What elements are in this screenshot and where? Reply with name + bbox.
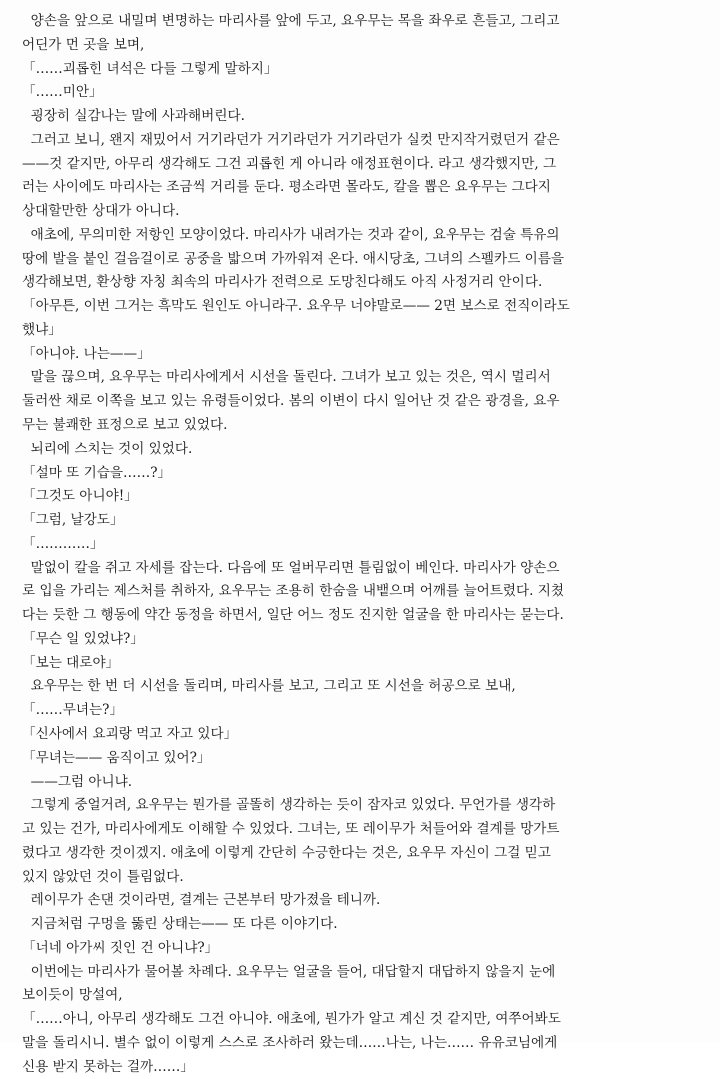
text-line: 「보는 대로야」: [22, 654, 120, 671]
text-line: 「그럼, 날강도」: [22, 512, 124, 529]
text-line: 렸다고 생각한 것이겠지. 애초에 이렇게 간단히 수긍한다는 것은, 요우무 자신이 그걸 믿고: [22, 844, 551, 861]
text-line: 했냐」: [22, 321, 62, 338]
text-line: 레이무가 손댄 것이라면, 결계는 근본부터 망가졌을 테니까.: [22, 892, 381, 909]
text-line: ——그럼 아니냐.: [22, 773, 133, 790]
text-line: 「…………」: [22, 535, 104, 552]
text-line: 「신사에서 요괴랑 먹고 자고 있다」: [22, 725, 238, 742]
text-line: 요우무는 한 번 더 시선을 돌리며, 마리사를 보고, 그리고 또 시선을 허공으로 보내,: [22, 678, 516, 695]
text-line: 무는 불쾌한 표정으로 보고 있었다.: [22, 417, 228, 434]
text-line: 보이듯이 망설여,: [22, 987, 123, 1004]
text-line: 「……아니, 아무리 생각해도 그건 아니야. 애초에, 뭔가가 알고 계신 것 같지만, 여쭈어봐도: [22, 1011, 561, 1028]
text-line: 말을 끊으며, 요우무는 마리사에게서 시선을 돌린다. 그녀가 보고 있는 것은, 역시 멀리서: [22, 369, 551, 386]
text-line: 로 입을 가리는 제스처를 취하자, 요우무는 조용히 한숨을 내뱉으며 어깨를 늘어트렸다. 지쳤: [22, 583, 565, 600]
text-line: 그렇게 중얼거려, 요우무는 뭔가를 골똘히 생각하는 듯이 잠자코 있었다. 무언가를 생각하: [22, 797, 556, 814]
text-line: 어딘가 먼 곳을 보며,: [22, 36, 145, 53]
text-line: 양손을 앞으로 내밀며 변명하는 마리사를 앞에 두고, 요우무는 목을 좌우로 흔들고, 그리고: [22, 13, 560, 29]
text-line: 러는 사이에도 마리사는 조금씩 거리를 둔다. 평소라면 몰라도, 칼을 뽑은 요우무는 그다지: [22, 179, 551, 196]
text-line: 신용 받지 못하는 걸까……」: [22, 1058, 194, 1075]
text-line: 굉장히 실감나는 말에 사과해버린다.: [22, 108, 245, 125]
text-line: 생각해보면, 환상향 자칭 최속의 마리사가 전력으로 도망친다해도 아직 사정거리 안이다.: [22, 274, 543, 291]
text-line: 「……미안」: [22, 84, 103, 101]
text-line: 애초에, 무의미한 저항인 모양이었다. 마리사가 내려가는 것과 같이, 요우무는 검술 특유의: [22, 226, 560, 243]
text-line: 그러고 보니, 왠지 재밌어서 거기라던가 거기라던가 거기라던가 실컷 만지작거렸던거 같은: [22, 131, 560, 148]
text-line: 둘러싼 채로 이쪽을 보고 있는 유령들이었다. 봄의 이변이 다시 일어난 것 같은 광경을, 요우: [22, 393, 560, 410]
text-line: 「아무튼, 이번 그거는 흑막도 원인도 아니라구. 요우무 너야말로—— 2면 보스로 전직이라도: [22, 298, 570, 315]
text-line: 「너네 아가씨 짓인 건 아니냐?」: [22, 939, 219, 956]
text-line: ——것 같지만, 아무리 생각해도 그건 괴롭힌 게 아니라 애정표현이다. 라고 생각했지만, 그: [22, 155, 557, 172]
text-line: 「……무녀는?」: [22, 702, 124, 719]
text-line: 「……괴롭힌 녀석은 다들 그렇게 말하지」: [22, 60, 278, 77]
text-line: 이번에는 마리사가 물어볼 차례다. 요우무는 얼굴을 들어, 대답할지 대답하지 않을지 눈에: [22, 963, 556, 980]
text-line: 말없이 칼을 쥐고 자세를 잡는다. 다음에 또 얼버무리면 틀림없이 베인다. 마리사가 양손으: [22, 559, 560, 576]
text-line: 「아니야. 나는——」: [22, 345, 151, 362]
text-line: 상대할만한 상대가 아니다.: [22, 203, 180, 220]
text-line: 뇌리에 스치는 것이 있었다.: [22, 440, 193, 457]
text-line: 땅에 발을 붙인 걸음걸이로 공중을 밟으며 가까워져 온다. 애시당초, 그녀의 스펠카드 이름을: [22, 250, 565, 267]
text-line: 「무녀는—— 움직이고 있어?」: [22, 749, 211, 766]
text-line: 「그것도 아니야!」: [22, 488, 138, 505]
text-line: 고 있는 건가, 마리사에게도 이해할 수 있었다. 그녀는, 또 레이무가 처들어와 결계를 망가트: [22, 821, 560, 838]
body-text: [22, 10, 702, 1079]
text-line: 「무슨 일 있었냐?」: [22, 630, 144, 647]
text-line: 다는 듯한 그 행동에 약간 동정을 하면서, 일단 어느 정도 진지한 얼굴을 한 마리사는 묻는다.: [22, 607, 564, 624]
text-line: 있지 않았던 것이 틀림없다.: [22, 868, 184, 885]
text-line: 지금처럼 구멍을 뚫린 상태는—— 또 다른 이야기다.: [22, 916, 338, 933]
text-line: 「설마 또 기습을……?」: [22, 464, 172, 481]
text-line: 말을 돌리시니. 별수 없이 이렇게 스스로 조사하러 왔는데……나는, 나는…… 유유코님에게: [22, 1034, 558, 1051]
